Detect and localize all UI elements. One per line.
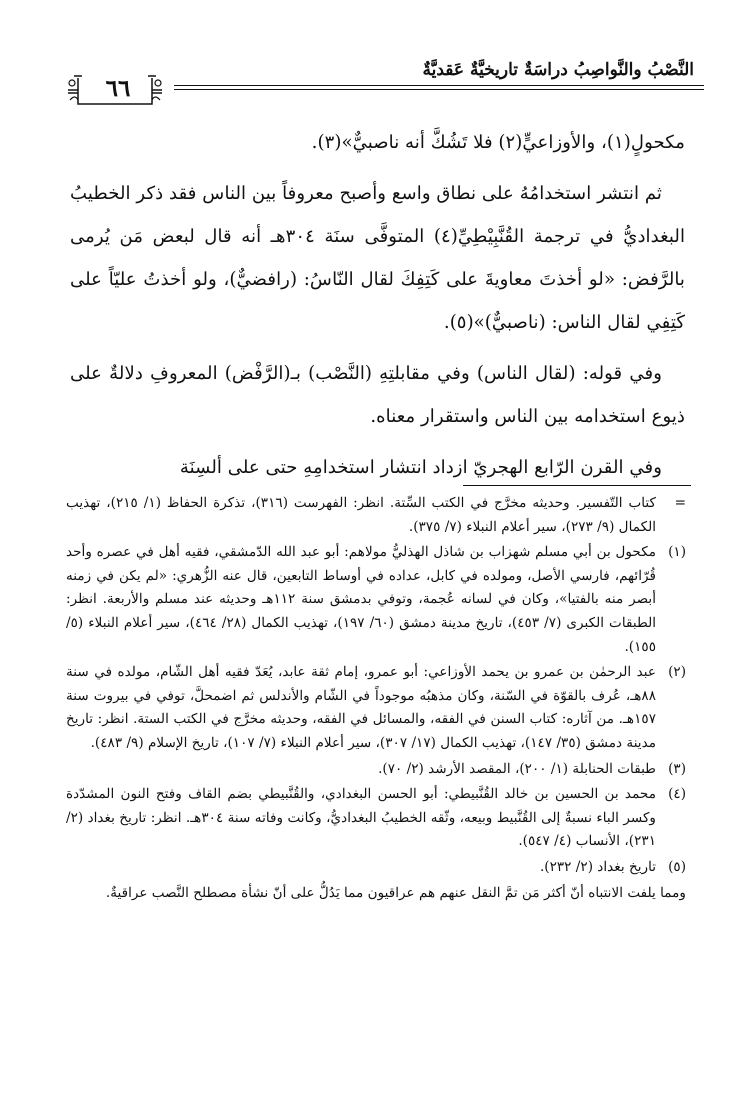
footnote-marker: = — [674, 495, 686, 511]
footnote — [66, 783, 686, 854]
footnote-separator — [463, 485, 691, 486]
page-number: ٦٦ — [105, 75, 131, 102]
header-rule-double — [174, 89, 704, 90]
footnote-text: محمد بن الحسين بن خالد القُنَّبيطي: أبو الحسن البغدادي، والقُنَّبيطي بضم القاف وفتح النون المشدّدة وكسر الباء نسبةٌ إلى القُنَّبيط وبيعه، وثّقه الخطيبُ البغداديُّ، وكانت وفاته سنة ٣٠٤هـ. انظر: تاريخ بغداد (٢/ ٢٣١)، الأنساب (٤/ ٥٤٧). — [66, 786, 656, 850]
paragraph: ثم انتشر استخدامُهُ على نطاق واسع وأصبح معروفاً بين الناس فقد ذكر الخطيبُ البغداديُّ في ترجمة القُنَّبِيْطِيِّ(٤) المتوفَّى سنَة ٣٠٤هـ أنه قال لبعض مَن يُرمى بالرَّفض: «لو أخذتَ معاويةَ على كَتِفِكَ لقال النّاسُ: (رافضيٌّ)، ولو أخذتُ عليّاً على كَتِفِي لقال الناس: (ناصبيٌّ)»(٥). — [70, 183, 686, 333]
footnote-marker: (١) — [668, 544, 686, 561]
footnote-text: كتاب التّفسير. وحديثه مخرَّج في الكتب السِّتة. انظر: الفهرست (٣١٦)، تذكرة الحفاظ (١/ ٢١٥)، تهذيب الكمال (٩/ ٢٧٣)، سير أعلام النبلاء (٧/ ٣٧٥). — [66, 495, 656, 535]
page-number-frame — [64, 72, 166, 108]
footnote-marker: (٤) — [668, 786, 686, 803]
page-header — [56, 52, 704, 112]
footnote — [66, 492, 686, 539]
header-rule — [174, 85, 704, 86]
main-body — [70, 121, 685, 489]
footnote-marker: (٣) — [668, 760, 686, 777]
footnote-text: طبقات الحنابلة (١/ ٢٠٠)، المقصد الأرشد (٢/ ٧٠). — [378, 760, 656, 777]
footnote-text: عبد الرحمٰن بن عمرو بن يحمد الأوزاعي: أبو عمرو، إمام ثقة عابد، يُعَدّ فقيه أهل الشّام، مولده في سنة ٨٨هـ، عُرف بالقوّة في السّنة، وكان مذهبُه موجوداً في الشّام والأندلس ثم اضمحلَّ، توفي في بيروت سنة ١٥٧هـ. من آثاره: كتاب السنن في الفقه، والمسائل في الفقه، وحديثه مخرَّج في الكتب الستة. انظر: تاريخ مدينة دمشق (٣٥/ ١٤٧)، تهذيب الكمال (١٧/ ٣٠٧)، سير أعلام النبلاء (٧/ ١٠٧)، تاريخ الإسلام (٩/ ٤٨٣). — [66, 664, 656, 751]
footnote — [66, 541, 686, 659]
paragraph: وفي قوله: (لقال الناس) وفي مقابلتِهِ (النَّصْب) بـ(الرَّفْض) المعروفِ دلالةٌ على ذيوع استخدامه بين الناس واستقرار معناه. — [70, 363, 685, 427]
footnote-closing-note: ومما يلفت الانتباه أنّ أكثر مَن تمَّ النقل عنهم هم عراقيون مما يَدُلُّ على أنّ نشأة مصطلح النَّصب عراقيةٌ. — [105, 884, 686, 901]
running-title: النَّصْبُ والنَّواصِبُ دراسَةٌ تاريخيَّةٌ عَقديَّةٌ — [422, 60, 694, 80]
footnotes — [66, 492, 686, 905]
paragraph: وفي القرن الرّابع الهجريّ ازداد انتشار استخدامِهِ حتى على ألسِنَة — [179, 457, 662, 478]
footnote-text: مكحول بن أبي مسلم شهزاب بن شاذل الهذليُّ مولاهم: أبو عبد الله الدّمشقي، فقيه أهل في عصره وأحد قُرّائهم، فارسي الأصل، ومولده في كابل، عداده في أوساط التابعين، قال عنه الزُّهري: «لم يكن في زمنه أبصر منه بالفتيا»، وكان في لسانه عُجمة، وتوفي بدمشق سنة ١١٢هـ وحديثه عند مسلم والأربعة. انظر: الطبقات الكبرى (٧/ ٤٥٣)، تاريخ مدينة دمشق (٦٠/ ١٩٧)، تهذيب الكمال (٢٨/ ٤٦٤)، سير أعلام النبلاء (٥/ ١٥٥). — [66, 544, 657, 655]
paragraph-continuation: مكحولٍ(١)، والأوزاعيٍّ(٢) فلا تَشُكَّ أنه ناصبيٌّ»(٣). — [311, 132, 685, 153]
footnote-marker: (٥) — [668, 858, 686, 875]
footnote-text: تاريخ بغداد (٢/ ٢٣٢). — [539, 858, 656, 875]
footnote-marker: (٢) — [668, 664, 686, 681]
footnote — [66, 758, 686, 782]
footnote — [66, 661, 686, 755]
footnote — [66, 856, 686, 880]
